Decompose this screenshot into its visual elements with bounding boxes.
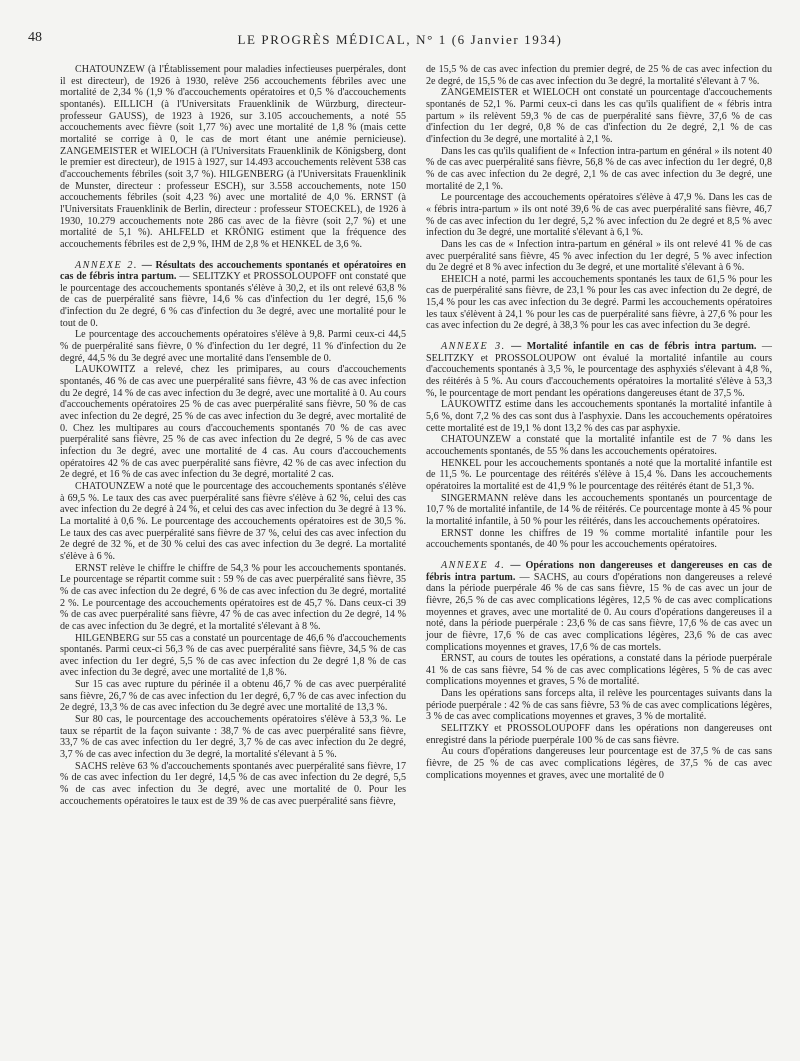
body-paragraph: SACHS relève 63 % d'accouchements spontanés avec puerpéralité sans fièvre, 17 % de cas avec infection du 1er degré, 14,5 % de cas avec infection du 2e degré, 5,5 % de cas avec infection du 3e degré, avec une mortalité de 0. Pour les accouchements opératoires le taux est de 39 % de cas avec puerpéralité sans fièvre, [60, 760, 406, 807]
body-paragraph: Dans les cas de « Infection intra-partum en général » ils ont relevé 41 % de cas avec puerpéralité sans fièvre, 45 % avec infection du 1er degré, 5 % avec infection du 2e degré et 8 % avec infection du 3e degré, et une mortalité s'élevant à 6 %. [426, 238, 772, 274]
annexe-body: — SELITZKY et PROSSOLOUPOW ont évalué la mortalité infantile au cours d'accouchements spontanés à 3,5 %, le pourcentage des asphyxiés s'élevant à 4,8 %, des réitérés à 5 %. Au cours d'accouchements opératoires la mortalité s'élève à 53,3 %, le pourcentage de mort pendant les opérations dangereuses étant de 37,5 %. [426, 341, 772, 399]
body-paragraph: EHEICH a noté, parmi les accouchements spontanés les taux de 61,5 % pour les cas de puerpéralité sans fièvre, de 23,1 % pour les cas avec infection du 2e degré, de 15,4 % pour les cas avec infection du 3e degré. Parmi les accouchements opératoires les taux s'élèvent à 24,1 % pour les cas de puerpéralité sans fièvre, à 27,6 % pour les cas avec infection du 2e degré, à 38,3 % pour les cas avec infection du 3e degré. [426, 273, 772, 332]
body-paragraph: CHATOUNZEW (à l'Établissement pour maladies infectieuses puerpérales, dont il est directeur), de 1926 à 1930, relève 256 accouchements fébriles avec une mortalité de 2,34 % (1,9 % d'accouchements opératoires et 0,5 % d'accouchements spontanés). EILLICH (à l'Universitats Frauenklinik de Würzburg, directeur-professeur GAUSS), de 1923 à 1926, sur 3.105 accouchements, a noté 55 accouchements avec fièvre (soit 1,77 %) avec une mortalité de 1,8 % (mais cette mortalité se corrige à 0, le cas de mort étant une anémie pernicieuse). ZANGEMEISTER et WIELOCH (à l'Universitats Frauenklinik de Königsberg, dont le premier est directeur), de 1915 à 1927, sur 14.493 accouchements relèvent 538 cas d'accouchements fébriles (soit 3,7 %). HILGENBERG (à l'Universitats Frauenklinik de Munster, directeur : professeur ESCH), sur 3.558 accouchements, note 150 accouchements fébriles (soit 4,23 %) avec une mortalité de 4,0 %. ERNST (à l'Universitats Frauenklinik de Berlin, directeur : professeur STOECKEL), de 1926 à 1930, 10.279 accouchements note 286 cas avec de la fièvre (soit 2,7 %) et une mortalité de 5,1 %). AHLFELD et KRÖNIG estiment que la fréquence des accouchements fébriles est de 2,9 %, IHM de 2,8 % et HENKEL de 3,6 %. [60, 64, 406, 250]
body-paragraph: Sur 15 cas avec rupture du périnée il a obtenu 46,7 % de cas avec puerpéralité sans fièvre, 26,7 % de cas avec infection du 1er degré, 6,7 % de cas avec infection du 2e degré, 13,3 % de cas avec infection du 3e degré avec une mortalité de 13,3 %. [60, 679, 406, 714]
annexe-label: ANNEXE 2. [75, 259, 138, 271]
annexe-body: — SACHS, au cours d'opérations non dangereuses a relevé dans la période puerpérale 46 % de cas sans fièvre, 15 % de cas avec un jour de fièvre, 26,5 % de cas avec complications légères, 12,5 % de cas avec complications moyennes et graves, avec une mortalité de 0. Au cours d'opérations dangereuses il a noté, dans la période puerpérale : 23,6 % de cas sans fièvre, 17,6 % de cas avec un jour de fièvre, 17,6 % de cas avec complications légères, 23,6 % de cas avec complications moyennes et graves, 17,6 % de cas mortels. [426, 571, 772, 653]
body-paragraph: CHATOUNZEW a constaté que la mortalité infantile est de 7 % dans les accouchements spontanés, de 55 % dans les accouchements opératoires. [426, 434, 772, 457]
body-paragraph: ZANGEMEISTER et WIELOCH ont constaté un pourcentage d'accouchements spontanés de 52,1 %. Parmi ceux-ci dans les cas qu'ils qualifient de « fébris intra partum » ils relèvent 59,3 % de cas de puerpéralité sans fièvre, 37,6 % de cas d'infection du 1er degré, 0,8 % de cas d'infection du 2e degré, 2,1 % de cas d'infection du 3e degré, une mortalité à 2,1 %. [426, 87, 772, 145]
body-paragraph: Sur 80 cas, le pourcentage des accouchements opératoires s'élève à 53,3 %. Le taux se répartit de la façon suivante : 38,7 % de cas avec puerpéralité sans fièvre, 33,7 % de cas avec infection du 1er degré, 3,7 % de cas avec infection du 2e degré, 3,7 % de cas avec infection du 3e degré, la mortalité s'élevant à 5 %. [60, 714, 406, 761]
body-paragraph: Dans les cas qu'ils qualifient de « Infection intra-partum en général » ils notent 40 % de cas avec puerpéralité sans fièvre, 56,8 % de cas avec infection du 1er degré, 0,8 % de cas avec infection du 2e degré, 2,1 % de cas avec infection du 3e degré, une mortalité de 2,1 %. [426, 145, 772, 192]
right-column [426, 64, 772, 1050]
left-column [60, 64, 406, 1050]
body-paragraph: ERNST, au cours de toutes les opérations, a constaté dans la période puerpérale 41 % de cas sans fièvre, 54 % de cas avec complications légères, 5 % de cas avec complications moyennes et graves, 5 % de mortalité. [426, 653, 772, 688]
annexe-title: — Opérations non dangereuses et dangereuses en cas de fébris intra partum. [426, 559, 772, 583]
annexe-label: ANNEXE 4. [441, 559, 506, 571]
body-paragraph: SELITZKY et PROSSOLOUPOFF dans les opérations non dangereuses ont enregistré dans la période puerpérale 100 % de cas sans fièvre. [426, 723, 772, 746]
page-number: 48 [28, 30, 42, 45]
running-title: LE PROGRÈS MÉDICAL, N° 1 (6 Janvier 1934) [237, 32, 563, 47]
body-paragraph: LAUKOWITZ estime dans les accouchements spontanés la mortalité infantile à 5,6 %, dont 7,2 % des cas sont dus à l'asphyxie. Dans les accouchements opératoires cette mortalité est de 19,1 % dont 13,2 % des cas par asphyxie. [426, 399, 772, 434]
annexe-title: — Mortalité infantile en cas de fébris intra partum. [511, 341, 757, 353]
text-columns [60, 64, 772, 1050]
body-paragraph: SINGERMANN relève dans les accouchements spontanés un pourcentage de 10,7 % de mortalité infantile, de 14 % de réitérés. Ce pourcentage monte à 45 % pour la mortalité infantile, à 50 % pour les réitérés, dans les accouchements opératoires. [426, 492, 772, 527]
body-paragraph: HENKEL pour les accouchements spontanés a noté que la mortalité infantile est de 11,5 %. Le pourcentage des réitérés s'élève à 15,4 %. Dans les accouchements opératoires la mortalité est de 41,9 % le pourcentage des réitérés étant de 51,3 %. [426, 457, 772, 492]
body-paragraph: CHATOUNZEW a noté que le pourcentage des accouchements spontanés s'élève à 69,5 %. Le taux des cas avec puerpéralité sans fièvre s'élève à 62 %, celui des cas avec infection du 2e degré à 24 %, et celui des cas avec infection du 3e degré à 13 %. La mortalité à 0,6 %. Le pourcentage des accouchements opératoires est de 30,5 %. Le taux des cas avec puerpéralité sans fièvre de 37 %, celui des cas avec infection du 2e degré de 32 %, et de 30 % celui des cas avec infection du 3e degré. La mortalité s'élève à 6 %. [60, 480, 406, 562]
annexe-paragraph [426, 341, 772, 399]
body-paragraph: ERNST relève le chiffre le chiffre de 54,3 % pour les accouchements spontanés. Le pourcentage se répartit comme suit : 59 % de cas avec puerpéralité sans fièvre, 35 % de cas avec infection du 2e degré, 6 % de cas avec infection du 3e degré, mortalité 2 %. Le pourcentage des accouchements opératoires est de 45,7 %. Dans ceux-ci 39 % de cas avec puerpéralité sans fièvre, 47 % de cas avec infection du 2e degré, 14 % de cas avec infection du 3e degré, et la mortalité s'élevant à 8 %. [60, 562, 406, 632]
body-paragraph: de 15,5 % de cas avec infection du premier degré, de 25 % de cas avec infection du 2e degré, de 15,5 % de cas avec infection du 3e degré, la mortalité s'élevant à 7 %. [426, 64, 772, 87]
body-paragraph: LAUKOWITZ a relevé, chez les primipares, au cours d'accouchements spontanés, 46 % de cas avec une puerpéralité sans fièvre, 43 % de cas avec infection du 2e degré, 14 % de cas avec infection du 3e degré, avec une mortalité à 0. Au cours d'accouchements opératoires 25 % de cas avec puerpéralité sans fièvre, 50 % de cas avec infection du 2e degré, 25 % de cas avec infection du 3e degré, avec mortalité de 0. Chez les multipares au cours d'accouchements spontanés 70 % de cas avec puerpéralité sans fièvre, 25 % de cas avec infection du 2e degré, 5 % de cas avec infection du 3e degré, avec une mortalité de 4 cas. Au cours d'accouchements opératoires 42 % de cas avec puerpéralité sans fièvre, 42 % de cas avec infection du 2e degré, et 16 % de cas avec infection du 3e degré, mortalité 2 cas. [60, 364, 406, 481]
body-paragraph: Le pourcentage des accouchements opératoires s'élève à 9,8. Parmi ceux-ci 44,5 % de puerpéralité sans fièvre, 0 % d'infection du 1er degré, 11 % d'infection du 2e degré, 44,5 % du 3e degré avec une mortalité dans l'ensemble de 0. [60, 329, 406, 364]
body-paragraph: Au cours d'opérations dangereuses leur pourcentage est de 37,5 % de cas sans fièvre, de 25 % de cas avec complications légères, de 37,5 % de cas avec complications moyennes et graves, avec une mortalité de 0 [426, 746, 772, 781]
body-paragraph: Le pourcentage des accouchements opératoires s'élève à 47,9 %. Dans les cas de « fébris intra-partum » ils ont noté 39,6 % de cas avec puerpéralité sans fièvre, 46,7 % de cas avec infection du 1er degré, 5,2 % avec infection du 2e degré et 8,5 % avec infection du 3e degré, une mortalité s'élevant à 6,1 %. [426, 192, 772, 239]
annexe-title: — Résultats des accouchements spontanés et opératoires en cas de fébris intra partum. [60, 259, 407, 283]
annexe-paragraph [426, 560, 772, 653]
annexe-paragraph [60, 260, 406, 330]
annexe-body: — SELITZKY et PROSSOLOUPOFF ont constaté que le pourcentage des accouchements spontanés s'élève à 30,2, et ils ont relevé 63,8 % de cas de puerpéralité sans fièvre, 14,6 % cas d'infection du 1er degré, 15,6 % d'infection du 2e degré, 6 % cas d'infection du 3e degré, avec une mortalité pour le tout de 0. [60, 271, 406, 329]
body-paragraph: HILGENBERG sur 55 cas a constaté un pourcentage de 46,6 % d'accouchements spontanés. Parmi ceux-ci 56,3 % de cas avec puerpéralité sans fièvre, 34,5 % de cas avec infection du 1er degré, 5,5 % de cas avec infection du 2e degré 1,8 % de cas avec infection du 3e degré, avec une mortalité de 1,8 %. [60, 632, 406, 679]
page-header [28, 30, 772, 50]
body-paragraph: Dans les opérations sans forceps alta, il relève les pourcentages suivants dans la période puerpérale : 42 % de cas sans fièvre, 53 % de cas avec complications légères, 3 % de cas avec complications moyennes et graves, 3 % de mortalité. [426, 688, 772, 723]
body-paragraph: ERNST donne les chiffres de 19 % comme mortalité infantile pour les accouchements spontanés, de 40 % pour les accouchements opératoires. [426, 527, 772, 551]
annexe-label: ANNEXE 3. [441, 341, 506, 353]
